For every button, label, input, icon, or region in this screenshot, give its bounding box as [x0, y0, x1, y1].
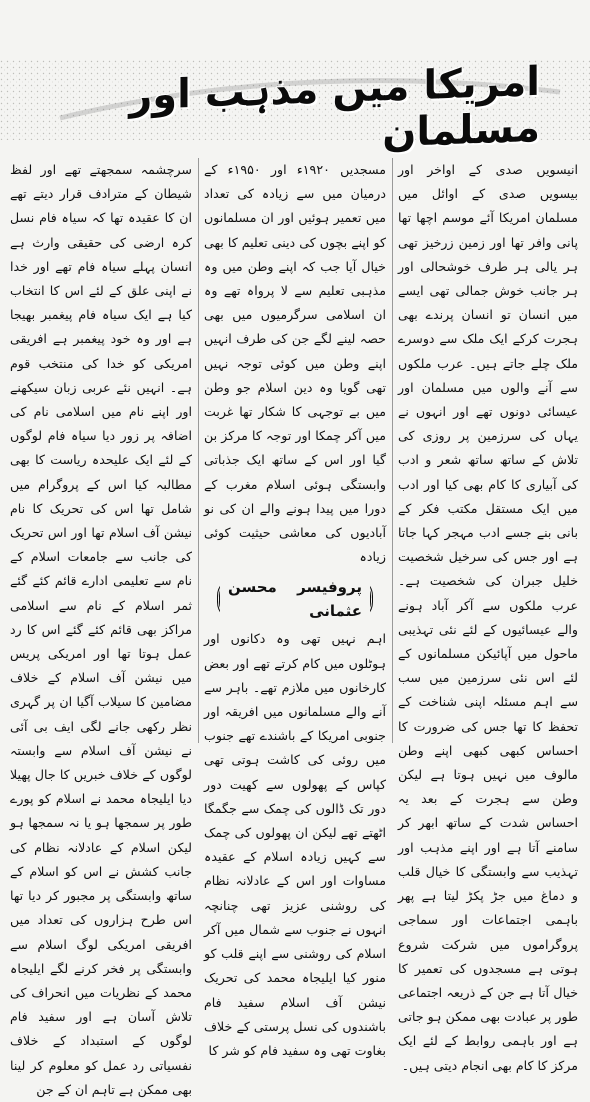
paragraph: انیسویں صدی کے اواخر اور بیسویں صدی کے اوائل میں مسلمان امریکا آئے موسم اچھا تھا پانی وافر تھا اور زمین زرخیز تھی ہر یالی ہر طرف خوشحالی اور ہر جانب خوش جمالی تھی ایسے میں انسان تو انسان پرندے بھی ہجرت کرکے ایک ملک سے دوسرے ملک چلے جاتے ہیں۔ عرب ملکوں سے آنے والوں میں مسلمان اور عیسائی دونوں تھے اور انہوں نے یہاں کی سرزمین پر روزی کی تلاش کے ساتھ ساتھ شعر و ادب کی آبیاری کا کام بھی کیا اور ادب میں ایک مستقل مکتب فکر کے بانی بنے جسے ادب مہجر کہا جاتا ہے اور جس کی سرخیل شخصیت خلیل جبران کی شخصیت ہے۔ عرب ملکوں سے آکر آباد ہونے والے عیسائیوں کے لئے نئی تہذیبی ماحول میں آپائیکن مسلمانوں کے لئے اس نئی سرزمین میں سب سے اہم مسئلہ اپنی شناخت کے تحفظ کا تھا جس کی ضرورت کا احساس کبھی کبھی اپنے وطن مالوف میں نہیں ہوتا ہے لیکن وطن سے ہجرت کے بعد یہ احساس شدت کے ساتھ ابھر کر سامنے آتا ہے اور اپنے مذہب اور تہذیب سے وابستگی کا خیال قلب و دماغ میں جڑ پکڑ لیتا ہے پھر باہمی اجتماعات اور سماجی پروگراموں میں شرکت شروع ہوتی ہے مسجدوں کی تعمیر کا خیال آتا ہے جن کے ذریعہ اجتماعی طور پر عبادت بھی ممکن ہو جاتی ہے اور باہمی روابط کے لئے ایک مرکز کا کام بھی انجام دیتی ہیں۔	[397, 162, 578, 1073]
column-right	[396, 158, 580, 1073]
paragraph: اہم نہیں تھی وہ دکانوں اور ہوٹلوں میں کام کرتے تھے اور بعض کارخانوں میں ملازم تھے۔ باہر سے آنے والے مسلمانوں میں افریقہ اور جنوبی امریکا کے باشندے تھے جنوب میں روئی کی کاشت ہوتی تھی کپاس کے پھولوں سے کھیت دور دور تک ڈالوں کی چمک سے جگمگا اٹھتے تھے لیکن ان پھولوں کی چمک سے کہیں زیادہ اسلام کے عقیدہ مساوات اور اس کے عادلانہ نظام کی روشنی عزیز تھی چنانچہ انہوں نے جنوب سے شمال میں آکر اسلام کی روشنی سے اپنے قلب کو منور کیا ایلیجاہ محمد کی تحریک نیشن آف اسلام سفید فام باشندوں کی نسل پرستی کے خلاف بغاوت تھی وہ سفید فام کو شر کا	[203, 631, 386, 1058]
column-left	[8, 158, 194, 1097]
paragraph: سرچشمہ سمجھتے تھے اور لفظ شیطان کے مترادف قرار دیتے تھے ان کا عقیدہ تھا کہ سیاہ فام نسل کرہ ارضی کی حقیقی وارث ہے انسان پہلے سیاہ فام تھے اور خدا نے اپنی علق کے لئے اس کا انتخاب کیا ہے ایک سیاہ فام پیغمبر بھیجا ہے اور وہ خود پیغمبر ہے افریقی امریکی کو خدا کی منتخب قوم ہے۔ انہیں نئے عربی زبان سیکھنے اور اپنے نام میں اسلامی نام کی اضافہ پر زور دیا سیاہ فام لوگوں کے لئے ایک علیحدہ ریاست کا بھی مطالبہ کیا اس کے پروگرام میں شامل تھا اس کی تحریک کا نام نیشن آف اسلام تھا اور اس تحریک کی جانب سے جامعات اسلام کے نام سے تعلیمی ادارے قائم کئے گئے ثمر اسلام کے نام سے اسلامی مراکز بھی قائم کئے گئے اس کا رد عمل ہوتا تھا اور امریکی پریس میں نیشن آف اسلام کے خلاف مضامین کا سیلاب آگیا ان پر گہری نظر رکھی جانے لگی ایف بی آئی نے نیشن آف اسلام سے وابستہ لوگوں کے خلاف خبریں کا جال پھیلا دیا ایلیجاہ محمد نے اسلام کو پورے طور پر سمجھا ہو یا نہ سمجھا ہو لیکن اسلام کے عادلانہ نظام کی جانب کشش نے اس کو اسلام کے ساتھ وابستگی پر مجبور کر دیا تھا اس طرح ہزاروں کی تعداد میں افریقی امریکی لوگ اسلام سے وابستگی پر فخر کرنے لگے ایلیجاہ محمد کے نظریات میں انحراف کی تلاش آسان ہے اور سفید فام لوگوں کے استبداد کے خلاف نفسیاتی رد عمل کو معلوم کر لینا بھی ممکن ہے تاہم ان کے جن	[10, 162, 192, 1097]
article-header	[0, 0, 590, 157]
author-name: پروفیسر محسن عثمانی	[220, 573, 370, 625]
article-title: امریکا میں مذہب اور مسلمان	[129, 58, 540, 157]
author-byline-box	[217, 577, 373, 621]
column-middle	[202, 158, 388, 1058]
article-body	[8, 158, 580, 1097]
paragraph: مسجدیں ۱۹۲۰ء اور ۱۹۵۰ء کے درمیان میں سے زیادہ کی تعداد میں تعمیر ہوئیں اور ان مسلمانوں کو اپنے بچوں کی دینی تعلیم کا بھی خیال آیا جب کہ اپنے وطن میں وہ مذہبی تعلیم سے لا پرواہ تھے وہ ان اسلامی سرگرمیوں میں بھی حصہ لینے لگے جن کی طرف انہیں اپنے وطن میں کوئی توجہ نہیں تھی گویا وہ دین اسلام جو وطن میں بے توجہی کا شکار تھا غربت میں آکر چمکا اور توجہ کا مرکز بن گیا اور اس کے ساتھ ایک جذباتی وابستگی ہوئی اسلام مغرب کے دورا میں پیدا ہونے والے ان کی نو آبادیوں کی معاشی حیثیت کوئی زیادہ	[203, 162, 386, 565]
